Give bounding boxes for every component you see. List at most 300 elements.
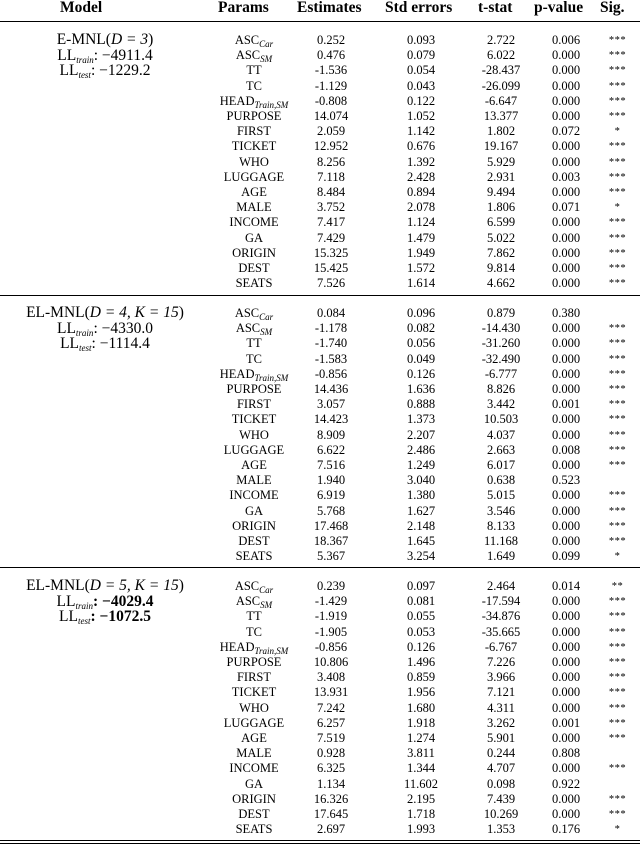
t-stat-cell: 0.638 — [486, 473, 516, 488]
ll-label: LL — [60, 335, 80, 352]
significance-cell: *** — [608, 626, 627, 638]
table-row — [0, 321, 640, 336]
t-stat-cell: 9.494 — [486, 185, 516, 199]
estimate-cell: 8.484 — [316, 185, 346, 199]
model-name-prefix: EL-MNL( — [26, 304, 90, 321]
estimate-cell: 14.074 — [313, 109, 349, 123]
param-label: WHO — [239, 427, 269, 442]
param-label: HEAD — [219, 639, 255, 654]
std-error-cell: 2.207 — [406, 427, 436, 442]
p-value-cell: 0.001 — [551, 397, 581, 412]
param-name — [196, 321, 312, 336]
model-name-suffix: ) — [148, 31, 154, 48]
significance-cell: *** — [608, 505, 627, 517]
table-row — [0, 215, 640, 230]
estimate-cell: 12.952 — [313, 139, 349, 154]
estimate-cell: -0.856 — [314, 366, 348, 381]
estimate-cell: 16.326 — [313, 791, 349, 806]
estimate-cell: 1.940 — [316, 473, 346, 488]
table-row — [0, 655, 640, 670]
std-error-cell: 1.636 — [406, 382, 436, 396]
estimate-cell: 7.516 — [316, 458, 346, 472]
param-name — [196, 185, 312, 200]
header-sig: Sig. — [600, 0, 625, 16]
table-row — [0, 185, 640, 200]
table-row — [0, 534, 640, 549]
p-value-cell: 0.000 — [551, 639, 581, 654]
param-label: TICKET — [231, 412, 277, 427]
table-row — [0, 428, 640, 443]
t-stat-cell: 2.464 — [486, 579, 516, 593]
significance-cell: *** — [608, 657, 627, 668]
t-stat-cell: -6.647 — [484, 93, 518, 108]
p-value-cell: 0.000 — [551, 261, 581, 275]
significance-cell: *** — [608, 399, 627, 411]
estimate-cell: 15.425 — [313, 261, 349, 275]
table-row — [0, 594, 640, 609]
t-stat-cell: 5.929 — [486, 154, 516, 169]
param-label: TICKET — [231, 685, 277, 700]
param-label: GA — [244, 776, 264, 791]
p-value-cell: 0.922 — [551, 776, 581, 791]
estimate-cell: -1.583 — [314, 351, 348, 366]
param-name — [196, 807, 312, 822]
table-row — [0, 640, 640, 655]
estimate-cell: 10.806 — [313, 655, 349, 669]
param-name — [196, 655, 312, 670]
param-name — [196, 367, 312, 382]
estimate-cell: -1.919 — [314, 609, 348, 624]
t-stat-cell: 3.262 — [486, 715, 516, 730]
p-value-cell: 0.000 — [551, 215, 581, 230]
param-name — [196, 670, 312, 685]
param-name — [196, 170, 312, 185]
t-stat-cell: -6.767 — [484, 639, 518, 654]
estimate-cell: 6.622 — [316, 442, 346, 457]
ll-train-subscript: train — [76, 54, 94, 65]
estimate-cell: 6.325 — [316, 761, 346, 776]
param-label: SEATS — [235, 276, 273, 291]
t-stat-cell: -35.665 — [481, 624, 521, 639]
table-row — [0, 731, 640, 746]
param-subscript: Car — [259, 585, 274, 595]
p-value-cell: 0.000 — [551, 655, 581, 669]
significance-cell: * — [614, 824, 621, 836]
std-error-cell: 0.049 — [406, 351, 436, 366]
p-value-cell: 0.071 — [551, 200, 581, 215]
ll-test-subscript: test — [77, 616, 91, 626]
std-error-cell: 0.053 — [406, 624, 436, 639]
p-value-cell: 0.000 — [551, 139, 581, 154]
t-stat-cell: 4.662 — [486, 276, 516, 291]
param-name — [196, 139, 312, 154]
ll-train-value: : −4029.4 — [92, 592, 154, 610]
param-name — [196, 397, 312, 412]
param-label: PURPOSE — [226, 655, 282, 669]
p-value-cell: 0.176 — [551, 822, 581, 837]
section-rule — [0, 567, 640, 568]
param-label: INCOME — [229, 488, 279, 503]
significance-cell: *** — [608, 95, 627, 107]
table-row — [0, 48, 640, 63]
model-name-suffix: ) — [178, 304, 184, 321]
param-label: PURPOSE — [226, 109, 282, 123]
std-error-cell: 1.614 — [406, 276, 436, 291]
table-row — [0, 397, 640, 412]
estimate-cell: 7.118 — [317, 169, 345, 184]
param-label: TT — [246, 336, 262, 351]
param-name — [196, 352, 312, 367]
table-row — [0, 670, 640, 685]
param-label: INCOME — [229, 215, 279, 230]
significance-cell: *** — [608, 263, 627, 274]
estimate-cell: 7.417 — [316, 215, 346, 230]
param-label: AGE — [241, 458, 267, 472]
table-row — [0, 443, 640, 458]
estimate-cell: 8.909 — [316, 427, 346, 442]
table-row — [0, 807, 640, 822]
ll-label: LL — [59, 608, 78, 625]
estimate-cell: 0.928 — [316, 746, 346, 761]
param-label: FIRST — [236, 124, 272, 139]
estimate-cell: 0.084 — [316, 306, 346, 320]
param-name — [196, 124, 312, 139]
p-value-cell: 0.003 — [551, 169, 581, 184]
table-row — [0, 200, 640, 215]
estimate-cell: 7.429 — [316, 230, 346, 245]
std-error-cell: 1.718 — [406, 807, 436, 821]
estimate-cell: 2.059 — [316, 124, 346, 139]
estimate-cell: 3.057 — [316, 397, 346, 412]
estimate-cell: -1.905 — [314, 624, 348, 639]
param-name — [196, 412, 312, 427]
table-row — [0, 94, 640, 109]
table-row — [0, 33, 640, 48]
std-error-cell: 1.249 — [406, 458, 436, 472]
significance-cell: *** — [608, 793, 627, 805]
estimate-cell: 3.752 — [316, 200, 346, 215]
table-row — [0, 382, 640, 397]
estimate-cell: -1.536 — [314, 63, 348, 78]
param-name — [196, 488, 312, 503]
p-value-cell: 0.001 — [551, 715, 581, 730]
param-name — [196, 609, 312, 624]
std-error-cell: 2.195 — [406, 791, 436, 806]
std-error-cell: 0.082 — [406, 321, 436, 336]
param-name — [196, 731, 312, 746]
bottom-rule — [0, 843, 640, 844]
table-row — [0, 109, 640, 124]
std-error-cell: 11.602 — [404, 776, 438, 791]
param-subscript: Train,SM — [254, 99, 289, 110]
param-name — [196, 215, 312, 230]
table-row — [0, 504, 640, 519]
ll-test-subscript: test — [78, 70, 91, 80]
param-label: ORIGIN — [232, 518, 276, 533]
table-row — [0, 579, 640, 594]
std-error-cell: 0.093 — [406, 33, 436, 47]
header-rule — [0, 21, 640, 22]
param-label: WHO — [239, 700, 269, 715]
t-stat-cell: 6.017 — [486, 458, 516, 472]
significance-cell: *** — [608, 460, 627, 471]
significance-cell: *** — [608, 50, 627, 62]
std-error-cell: 2.078 — [406, 200, 436, 215]
t-stat-cell: 4.707 — [486, 761, 516, 776]
t-stat-cell: 19.167 — [483, 139, 519, 154]
p-value-cell: 0.000 — [551, 791, 581, 806]
p-value-cell: 0.000 — [551, 366, 581, 381]
t-stat-cell: 1.353 — [486, 822, 516, 837]
std-error-cell: 0.055 — [406, 609, 436, 624]
std-error-cell: 1.124 — [406, 215, 436, 230]
p-value-cell: 0.000 — [551, 185, 581, 199]
t-stat-cell: 3.966 — [486, 670, 516, 685]
t-stat-cell: 8.826 — [486, 382, 516, 396]
estimate-cell: -1.129 — [314, 78, 348, 93]
std-error-cell: 1.479 — [406, 230, 436, 245]
param-label: ASC — [235, 321, 261, 336]
estimate-cell: 18.367 — [313, 534, 349, 548]
std-error-cell: 0.859 — [406, 670, 436, 685]
significance-cell: *** — [608, 672, 627, 684]
estimate-cell: 6.919 — [316, 488, 346, 503]
t-stat-cell: 0.879 — [486, 306, 516, 320]
table-row — [0, 716, 640, 731]
t-stat-cell: 1.649 — [486, 549, 516, 564]
param-label: LUGGAGE — [223, 715, 285, 730]
param-name — [196, 625, 312, 640]
significance-cell: *** — [608, 444, 627, 456]
param-label: ASC — [234, 33, 260, 47]
p-value-cell: 0.000 — [551, 321, 581, 336]
param-label: HEAD — [219, 366, 255, 381]
p-value-cell: 0.000 — [551, 230, 581, 245]
header-params: Params — [218, 0, 269, 16]
header-p-value: p-value — [534, 0, 584, 16]
p-value-cell: 0.808 — [551, 746, 581, 761]
std-error-cell: 1.993 — [406, 822, 436, 837]
param-name — [196, 94, 312, 109]
table-row — [0, 246, 640, 261]
table-row — [0, 777, 640, 792]
estimate-cell: -0.856 — [314, 639, 348, 654]
param-label: DEST — [238, 261, 270, 275]
std-error-cell: 1.344 — [406, 761, 436, 776]
std-error-cell: 1.956 — [406, 685, 436, 700]
model-name-args: D = 4, K = 15 — [89, 304, 179, 321]
param-label: LUGGAGE — [223, 442, 285, 457]
param-label: WHO — [239, 154, 269, 169]
param-label: PURPOSE — [226, 382, 282, 396]
p-value-cell: 0.000 — [551, 78, 581, 93]
param-name — [196, 428, 312, 443]
t-stat-cell: 7.121 — [486, 685, 516, 700]
significance-cell: *** — [608, 641, 627, 653]
std-error-cell: 0.079 — [406, 48, 436, 63]
std-error-cell: 1.645 — [406, 534, 436, 548]
p-value-cell: 0.072 — [551, 124, 581, 139]
table-row — [0, 276, 640, 291]
param-label: TC — [246, 624, 262, 639]
table-row — [0, 139, 640, 154]
significance-cell: *** — [608, 611, 627, 623]
table-row — [0, 822, 640, 837]
table-row — [0, 306, 640, 321]
estimate-cell: 0.252 — [316, 33, 346, 47]
significance-cell: * — [614, 551, 621, 563]
param-label: ASC — [235, 594, 261, 609]
param-name — [196, 79, 312, 94]
table-row — [0, 761, 640, 776]
t-stat-cell: 6.022 — [486, 48, 516, 63]
param-label: HEAD — [219, 93, 255, 108]
ll-label: LL — [59, 62, 79, 79]
param-name — [196, 792, 312, 807]
table-row — [0, 701, 640, 716]
table-row — [0, 336, 640, 351]
significance-cell: *** — [608, 323, 627, 335]
significance-cell: *** — [608, 702, 627, 714]
param-name — [196, 382, 312, 397]
param-name — [196, 443, 312, 458]
std-error-cell: 3.040 — [406, 473, 436, 488]
param-label: FIRST — [236, 397, 272, 412]
param-label: ASC — [234, 579, 260, 593]
estimate-cell: -0.808 — [314, 93, 348, 108]
std-error-cell: 0.054 — [406, 63, 436, 78]
header-t-stat: t-stat — [478, 0, 513, 16]
std-error-cell: 1.380 — [406, 488, 436, 503]
t-stat-cell: 3.442 — [486, 397, 516, 412]
std-error-cell: 0.676 — [406, 139, 436, 154]
p-value-cell: 0.000 — [551, 245, 581, 260]
std-error-cell: 1.274 — [406, 731, 436, 745]
model-name-suffix: ) — [178, 577, 184, 594]
std-error-cell: 1.949 — [406, 245, 436, 260]
significance-cell: *** — [608, 536, 627, 547]
estimate-cell: 17.645 — [313, 807, 349, 821]
t-stat-cell: -34.876 — [481, 609, 521, 624]
p-value-cell: 0.000 — [551, 624, 581, 639]
std-error-cell: 2.148 — [406, 518, 436, 533]
table-row — [0, 124, 640, 139]
ll-train-subscript: train — [75, 600, 93, 611]
estimate-cell: 14.423 — [313, 412, 349, 427]
significance-cell: *** — [608, 429, 627, 441]
table-row — [0, 231, 640, 246]
param-name — [196, 246, 312, 261]
p-value-cell: 0.000 — [551, 807, 581, 821]
p-value-cell: 0.000 — [551, 458, 581, 472]
table-row — [0, 625, 640, 640]
table-row — [0, 63, 640, 78]
p-value-cell: 0.000 — [551, 761, 581, 776]
header-model: Model — [60, 0, 103, 16]
param-name — [196, 519, 312, 534]
param-name — [196, 261, 312, 276]
p-value-cell: 0.000 — [551, 700, 581, 715]
significance-cell: *** — [608, 171, 627, 183]
ll-test-value: : −1114.4 — [91, 335, 150, 352]
param-subscript: SM — [260, 327, 273, 338]
std-error-cell: 2.428 — [406, 169, 436, 184]
std-error-cell: 0.097 — [406, 579, 436, 593]
significance-cell: * — [614, 126, 621, 138]
param-name — [196, 579, 312, 594]
t-stat-cell: 3.546 — [486, 503, 516, 518]
significance-cell: *** — [608, 187, 627, 198]
std-error-cell: 0.043 — [406, 78, 436, 93]
significance-cell: *** — [608, 278, 627, 290]
model-name-prefix: EL-MNL( — [26, 577, 90, 594]
t-stat-cell: -14.430 — [481, 321, 521, 336]
std-error-cell: 2.486 — [406, 442, 436, 457]
p-value-cell: 0.000 — [551, 382, 581, 396]
header-std-errors: Std errors — [385, 0, 453, 16]
table-row — [0, 609, 640, 624]
t-stat-cell: 13.377 — [483, 109, 519, 123]
param-name — [196, 155, 312, 170]
t-stat-cell: 10.269 — [483, 807, 519, 821]
param-subscript: SM — [260, 54, 273, 65]
t-stat-cell: 8.133 — [486, 518, 516, 533]
p-value-cell: 0.000 — [551, 276, 581, 291]
estimate-cell: 7.526 — [316, 276, 346, 291]
estimate-cell: 3.408 — [316, 670, 346, 685]
estimate-cell: 17.468 — [313, 518, 349, 533]
p-value-cell: 0.380 — [551, 306, 581, 320]
t-stat-cell: 7.439 — [486, 791, 516, 806]
t-stat-cell: 2.663 — [486, 442, 516, 457]
std-error-cell: 1.142 — [406, 124, 436, 139]
std-error-cell: 1.627 — [406, 503, 436, 518]
param-label: SEATS — [235, 822, 273, 837]
param-label: ORIGIN — [232, 245, 276, 260]
param-label: ASC — [235, 48, 261, 63]
estimate-cell: 5.367 — [316, 549, 346, 564]
param-label: TC — [246, 78, 262, 93]
ll-train-value: : −4911.4 — [93, 46, 153, 64]
p-value-cell: 0.000 — [551, 351, 581, 366]
table-row — [0, 549, 640, 564]
param-name — [196, 594, 312, 609]
estimate-cell: 5.768 — [316, 503, 346, 518]
t-stat-cell: -31.260 — [481, 336, 521, 351]
std-error-cell: 0.888 — [406, 397, 436, 412]
significance-cell: *** — [608, 520, 627, 532]
std-error-cell: 0.126 — [406, 366, 436, 381]
header-estimates: Estimates — [297, 0, 362, 16]
estimate-cell: 13.931 — [313, 685, 349, 700]
significance-cell: *** — [608, 65, 627, 77]
significance-cell: *** — [608, 809, 627, 820]
t-stat-cell: 5.022 — [486, 230, 516, 245]
p-value-cell: 0.000 — [551, 63, 581, 78]
param-label: TC — [246, 351, 262, 366]
t-stat-cell: -6.777 — [484, 366, 518, 381]
std-error-cell: 0.894 — [406, 185, 436, 199]
p-value-cell: 0.014 — [551, 579, 581, 593]
std-error-cell: 1.572 — [406, 261, 436, 275]
estimate-cell: 1.134 — [316, 776, 346, 791]
param-label: MALE — [236, 746, 272, 761]
table-row — [0, 79, 640, 94]
table-row — [0, 746, 640, 761]
param-label: MALE — [236, 473, 272, 488]
std-error-cell: 0.126 — [406, 639, 436, 654]
significance-cell: *** — [608, 247, 627, 259]
